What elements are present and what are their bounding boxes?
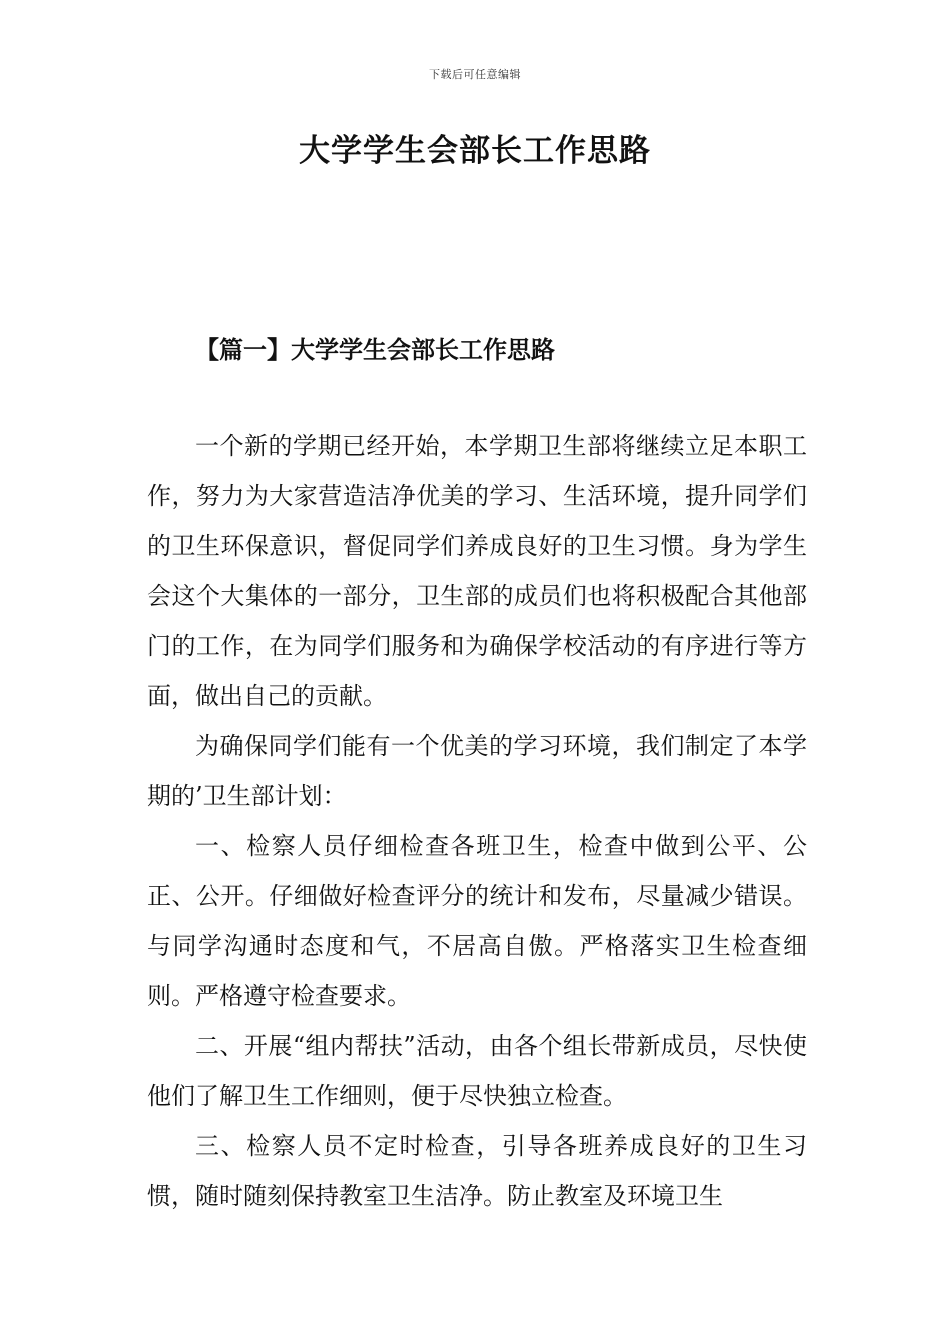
document-title: 大学学生会部长工作思路 bbox=[299, 133, 651, 169]
paragraph: 一个新的学期已经开始，本学期卫生部将继续立足本职工作，努力为大家营造洁净优美的学习、生活环境，提升同学们的卫生环保意识，督促同学们养成良好的卫生习惯。身为学生会这个大集体的一部分，卫生部的成员们也将积极配合其他部门的工作，在为同学们服务和为确保学校活动的有序进行等方面，做出自己的贡献。 bbox=[147, 432, 807, 710]
paragraph: 二、开展“组内帮扶”活动，由各个组长带新成员，尽快使他们了解卫生工作细则，便于尽快独立检查。 bbox=[147, 1032, 807, 1110]
header-note: 下载后可任意编辑 bbox=[429, 68, 521, 81]
section-heading: 【篇一】大学学生会部长工作思路 bbox=[195, 335, 555, 364]
paragraph: 为确保同学们能有一个优美的学习环境，我们制定了本学期的’卫生部计划： bbox=[147, 732, 807, 810]
document-body bbox=[147, 421, 807, 1221]
paragraph: 一、检察人员仔细检查各班卫生，检查中做到公平、公正、公开。仔细做好检查评分的统计和发布，尽量减少错误。与同学沟通时态度和气，不居高自傲。严格落实卫生检查细则。严格遵守检查要求。 bbox=[147, 832, 807, 1010]
paragraph: 三、检察人员不定时检查，引导各班养成良好的卫生习惯，随时随刻保持教室卫生洁净。防止教室及环境卫生 bbox=[147, 1132, 807, 1210]
